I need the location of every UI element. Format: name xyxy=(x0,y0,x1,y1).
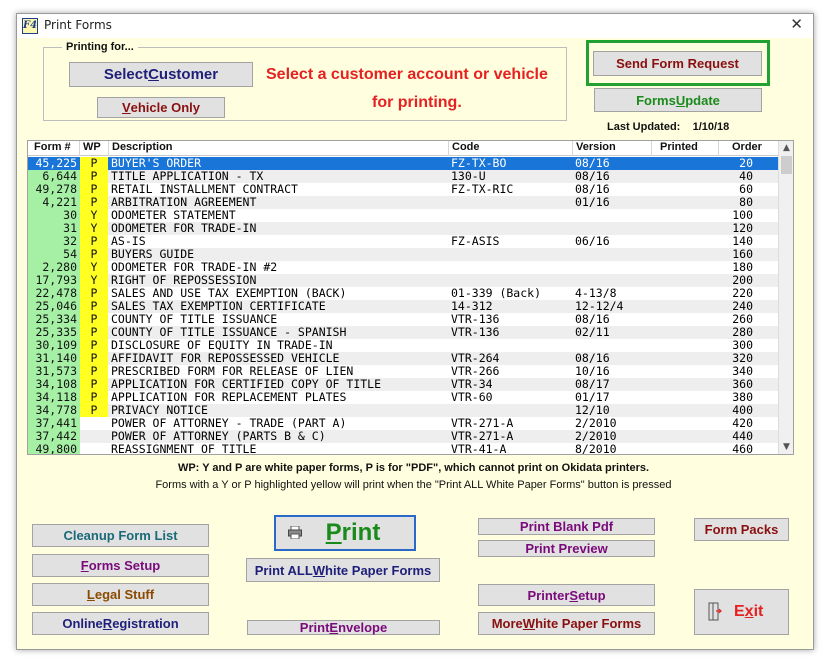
version-cell xyxy=(573,274,651,287)
order-cell: 300 xyxy=(732,339,753,352)
printed-cell xyxy=(652,365,718,378)
form-number-cell: 4,221 xyxy=(28,196,80,209)
col-description[interactable]: Description xyxy=(109,141,449,156)
printed-cell xyxy=(652,248,718,261)
printed-cell xyxy=(652,339,718,352)
wp-cell: P xyxy=(80,157,108,170)
version-cell xyxy=(573,261,651,274)
form-number-cell: 34,778 xyxy=(28,404,80,417)
version-cell: 08/16 xyxy=(575,313,610,326)
printed-cell xyxy=(652,222,718,235)
wp-cell xyxy=(80,417,108,430)
version-cell: 08/16 xyxy=(575,170,610,183)
form-number-cell: 17,793 xyxy=(28,274,80,287)
description-cell: RETAIL INSTALLMENT CONTRACT xyxy=(111,183,298,196)
version-cell: 08/16 xyxy=(575,157,610,170)
table-row[interactable] xyxy=(28,196,779,209)
order-cell: 180 xyxy=(732,261,753,274)
description-cell: APPLICATION FOR REPLACEMENT PLATES xyxy=(111,391,347,404)
code-cell xyxy=(449,339,571,352)
printed-cell xyxy=(652,391,718,404)
table-row[interactable] xyxy=(28,417,779,430)
printed-cell xyxy=(652,417,718,430)
version-cell: 12-12/4 xyxy=(575,300,624,313)
wp-cell: Y xyxy=(80,222,108,235)
last-updated-value: 1/10/18 xyxy=(692,121,730,133)
form-number-cell: 49,278 xyxy=(28,183,80,196)
wp-cell: P xyxy=(80,235,108,248)
printed-cell xyxy=(652,170,718,183)
wp-cell: P xyxy=(80,313,108,326)
description-cell: AFFIDAVIT FOR REPOSSESSED VEHICLE xyxy=(111,352,340,365)
close-window-button[interactable]: ✕ xyxy=(790,15,803,33)
form-number-cell: 2,280 xyxy=(28,261,80,274)
select-customer-button[interactable]: Select C ustomer xyxy=(69,62,253,87)
description-cell: REASSIGNMENT OF TITLE xyxy=(111,443,257,455)
printer-setup-button[interactable]: Printer S etup xyxy=(478,584,655,606)
printed-cell xyxy=(652,235,718,248)
wp-cell: P xyxy=(80,339,108,352)
print-preview-button[interactable]: Print Preview xyxy=(478,540,655,557)
printing-for-label: Printing for... xyxy=(62,41,138,53)
version-cell: 10/16 xyxy=(575,365,610,378)
table-row[interactable] xyxy=(28,404,779,417)
table-row[interactable] xyxy=(28,183,779,196)
description-cell: SALES AND USE TAX EXEMPTION (BACK) xyxy=(111,287,347,300)
table-row[interactable] xyxy=(28,170,779,183)
form-number-cell: 54 xyxy=(28,248,80,261)
scroll-up-icon[interactable]: ▲ xyxy=(783,143,790,153)
order-cell: 140 xyxy=(732,235,753,248)
description-cell: ODOMETER STATEMENT xyxy=(111,209,236,222)
code-cell: VTR-136 xyxy=(451,313,500,326)
printed-cell xyxy=(652,261,718,274)
code-cell xyxy=(449,196,571,209)
order-cell: 20 xyxy=(739,157,753,170)
table-row[interactable] xyxy=(28,365,779,378)
order-cell: 80 xyxy=(739,196,753,209)
table-row[interactable] xyxy=(28,300,779,313)
code-cell: FZ-TX-BO xyxy=(451,157,507,170)
code-cell xyxy=(449,274,571,287)
send-form-request-button[interactable]: Send Form Request xyxy=(593,51,762,76)
wp-cell: P xyxy=(80,404,108,417)
order-cell: 460 xyxy=(732,443,753,455)
code-cell xyxy=(449,248,571,261)
code-cell xyxy=(449,222,571,235)
wp-cell xyxy=(80,443,108,455)
version-cell: 4-13/8 xyxy=(575,287,617,300)
order-cell: 100 xyxy=(732,209,753,222)
col-version[interactable]: Version xyxy=(573,141,652,156)
wp-cell: P xyxy=(80,378,108,391)
table-row[interactable] xyxy=(28,235,779,248)
form-packs-button[interactable]: Form Packs xyxy=(694,518,789,541)
description-cell: BUYER'S ORDER xyxy=(111,157,202,170)
order-cell: 380 xyxy=(732,391,753,404)
grid-scrollbar[interactable] xyxy=(778,141,793,454)
wp-cell: P xyxy=(80,248,108,261)
description-cell: ARBITRATION AGREEMENT xyxy=(111,196,257,209)
printed-cell xyxy=(652,352,718,365)
wp-cell: P xyxy=(80,183,108,196)
wp-cell: P xyxy=(80,170,108,183)
wp-cell: P xyxy=(80,196,108,209)
form-number-cell: 31,140 xyxy=(28,352,80,365)
legal-stuff-button[interactable]: L egal Stuff xyxy=(32,583,209,606)
table-row[interactable] xyxy=(28,261,779,274)
table-row[interactable] xyxy=(28,391,779,404)
printer-icon xyxy=(288,526,302,539)
title-bar xyxy=(17,14,813,38)
printed-cell xyxy=(652,209,718,222)
printed-cell xyxy=(652,183,718,196)
code-cell: 14-312 xyxy=(451,300,493,313)
form-number-cell: 31 xyxy=(28,222,80,235)
table-row[interactable] xyxy=(28,287,779,300)
code-cell: VTR-264 xyxy=(451,352,500,365)
wp-cell: P xyxy=(80,300,108,313)
description-cell: ODOMETER FOR TRADE-IN #2 xyxy=(111,261,278,274)
more-white-paper-forms-button[interactable]: More W hite Paper Forms xyxy=(478,612,655,635)
printed-cell xyxy=(652,274,718,287)
forms-update-button[interactable]: Forms U pdate xyxy=(594,88,762,112)
code-cell: VTR-271-A xyxy=(451,417,514,430)
code-cell: FZ-TX-RIC xyxy=(451,183,514,196)
order-cell: 260 xyxy=(732,313,753,326)
description-cell: APPLICATION FOR CERTIFIED COPY OF TITLE xyxy=(111,378,382,391)
cleanup-form-list-button[interactable]: Cleanup Form List xyxy=(32,524,209,547)
description-cell: DISCLOSURE OF EQUITY IN TRADE-IN xyxy=(111,339,333,352)
exit-door-icon xyxy=(706,602,722,622)
version-cell: 08/16 xyxy=(575,352,610,365)
form-number-cell: 37,442 xyxy=(28,430,80,443)
scroll-thumb[interactable] xyxy=(781,156,792,174)
table-row[interactable] xyxy=(28,274,779,287)
grid-header xyxy=(28,141,779,156)
version-cell: 2/2010 xyxy=(575,417,617,430)
version-cell: 02/11 xyxy=(575,326,610,339)
print-all-white-paper-button[interactable]: Print ALL W hite Paper Forms xyxy=(246,558,440,582)
printed-cell xyxy=(652,313,718,326)
form-number-cell: 25,335 xyxy=(28,326,80,339)
table-row[interactable] xyxy=(28,209,779,222)
order-cell: 40 xyxy=(739,170,753,183)
code-cell: VTR-41-A xyxy=(451,443,507,455)
table-row[interactable] xyxy=(28,443,779,455)
order-cell: 360 xyxy=(732,378,753,391)
description-cell: POWER OF ATTORNEY (PARTS B & C) xyxy=(111,430,326,443)
form-number-cell: 25,334 xyxy=(28,313,80,326)
table-row[interactable] xyxy=(28,326,779,339)
form-number-cell: 22,478 xyxy=(28,287,80,300)
col-order[interactable]: Order xyxy=(732,141,762,153)
order-cell: 200 xyxy=(732,274,753,287)
order-cell: 320 xyxy=(732,352,753,365)
col-form-number[interactable]: Form # xyxy=(28,141,80,156)
order-cell: 60 xyxy=(739,183,753,196)
online-registration-button[interactable]: Online R egistration xyxy=(32,612,209,635)
form-number-cell: 30 xyxy=(28,209,80,222)
version-cell: 8/2010 xyxy=(575,443,617,455)
forms-setup-button[interactable]: F orms Setup xyxy=(32,554,209,577)
wp-cell: Y xyxy=(80,209,108,222)
wp-cell xyxy=(80,430,108,443)
wp-cell: P xyxy=(80,352,108,365)
wp-legend-note: WP: Y and P are white paper forms, P is for "PDF", which cannot print on Okidata printers. xyxy=(177,462,650,474)
wp-cell: Y xyxy=(80,274,108,287)
selection-hint-line1: Select a customer account or vehicle xyxy=(266,66,548,83)
order-cell: 400 xyxy=(732,404,753,417)
description-cell: BUYERS GUIDE xyxy=(111,248,195,261)
order-cell: 120 xyxy=(732,222,753,235)
version-cell: 08/16 xyxy=(575,183,610,196)
app-logo-icon: F4 xyxy=(22,18,38,34)
version-cell: 12/10 xyxy=(575,404,610,417)
table-row[interactable] xyxy=(28,248,779,261)
code-cell: VTR-34 xyxy=(451,378,493,391)
scroll-down-icon[interactable]: ▼ xyxy=(783,442,790,452)
printed-cell xyxy=(652,378,718,391)
col-printed[interactable]: Printed xyxy=(652,141,719,156)
print-blank-pdf-button[interactable]: Print Blank Pdf xyxy=(478,518,655,535)
form-number-cell: 25,046 xyxy=(28,300,80,313)
wp-cell: P xyxy=(80,326,108,339)
printed-cell xyxy=(652,157,718,170)
wp-cell: P xyxy=(80,365,108,378)
wp-cell: P xyxy=(80,287,108,300)
table-row[interactable] xyxy=(28,222,779,235)
table-row[interactable] xyxy=(28,313,779,326)
form-number-cell: 45,225 xyxy=(28,157,80,170)
print-envelope-button[interactable]: Print E nvelope xyxy=(247,620,440,635)
form-number-cell: 6,644 xyxy=(28,170,80,183)
exit-button[interactable]: Exit xyxy=(694,589,789,635)
last-updated xyxy=(607,121,729,133)
description-cell: TITLE APPLICATION - TX xyxy=(111,170,264,183)
code-cell: FZ-ASIS xyxy=(451,235,500,248)
forms-grid[interactable] xyxy=(27,140,794,455)
printed-cell xyxy=(652,287,718,300)
code-cell: VTR-60 xyxy=(451,391,493,404)
print-button[interactable]: Print xyxy=(274,515,416,551)
description-cell: SALES TAX EXEMPTION CERTIFICATE xyxy=(111,300,326,313)
printed-cell xyxy=(652,326,718,339)
code-cell: 130-U xyxy=(451,170,486,183)
printed-cell xyxy=(652,404,718,417)
wp-cell: P xyxy=(80,391,108,404)
selection-hint-line2: for printing. xyxy=(372,94,462,111)
order-cell: 340 xyxy=(732,365,753,378)
table-row[interactable] xyxy=(28,157,779,170)
code-cell: VTR-266 xyxy=(451,365,500,378)
table-row[interactable] xyxy=(28,378,779,391)
version-cell xyxy=(573,248,651,261)
form-number-cell: 49,800 xyxy=(28,443,80,455)
grid-rows xyxy=(28,157,779,455)
form-number-cell: 34,108 xyxy=(28,378,80,391)
description-cell: COUNTY OF TITLE ISSUANCE - SPANISH xyxy=(111,326,347,339)
description-cell: POWER OF ATTORNEY - TRADE (PART A) xyxy=(111,417,347,430)
description-cell: AS-IS xyxy=(111,235,146,248)
version-cell xyxy=(573,209,651,222)
table-row[interactable] xyxy=(28,352,779,365)
order-cell: 280 xyxy=(732,326,753,339)
form-number-cell: 34,118 xyxy=(28,391,80,404)
table-row[interactable] xyxy=(28,430,779,443)
window-title: Print Forms xyxy=(44,18,112,32)
order-cell: 240 xyxy=(732,300,753,313)
vehicle-only-button[interactable]: V ehicle Only xyxy=(97,97,225,118)
order-cell: 220 xyxy=(732,287,753,300)
form-number-cell: 31,573 xyxy=(28,365,80,378)
code-cell xyxy=(449,404,571,417)
version-cell xyxy=(573,339,651,352)
col-code[interactable]: Code xyxy=(449,141,573,156)
version-cell: 08/17 xyxy=(575,378,610,391)
order-cell: 420 xyxy=(732,417,753,430)
version-cell: 01/16 xyxy=(575,196,610,209)
form-number-cell: 32 xyxy=(28,235,80,248)
description-cell: PRIVACY NOTICE xyxy=(111,404,208,417)
description-cell: COUNTY OF TITLE ISSUANCE xyxy=(111,313,278,326)
description-cell: ODOMETER FOR TRADE-IN xyxy=(111,222,257,235)
printed-cell xyxy=(652,443,718,455)
order-cell: 440 xyxy=(732,430,753,443)
version-cell xyxy=(573,222,651,235)
highlight-legend-note: Forms with a Y or P highlighted yellow will print when the "Print ALL White Paper Forms" button is pressed xyxy=(155,479,672,491)
printed-cell xyxy=(652,300,718,313)
table-row[interactable] xyxy=(28,339,779,352)
last-updated-label: Last Updated: xyxy=(607,121,681,133)
wp-cell: Y xyxy=(80,261,108,274)
col-wp[interactable]: WP xyxy=(80,141,109,156)
order-cell: 160 xyxy=(732,248,753,261)
description-cell: PRESCRIBED FORM FOR RELEASE OF LIEN xyxy=(111,365,354,378)
code-cell: 01-339 (Back) xyxy=(451,287,542,300)
version-cell: 01/17 xyxy=(575,391,610,404)
code-cell: VTR-136 xyxy=(451,326,500,339)
description-cell: RIGHT OF REPOSSESSION xyxy=(111,274,257,287)
form-number-cell: 37,441 xyxy=(28,417,80,430)
version-cell: 06/16 xyxy=(575,235,610,248)
printed-cell xyxy=(652,196,718,209)
code-cell: VTR-271-A xyxy=(451,430,514,443)
code-cell xyxy=(449,261,571,274)
form-number-cell: 30,109 xyxy=(28,339,80,352)
code-cell xyxy=(449,209,571,222)
version-cell: 2/2010 xyxy=(575,430,617,443)
printed-cell xyxy=(652,430,718,443)
